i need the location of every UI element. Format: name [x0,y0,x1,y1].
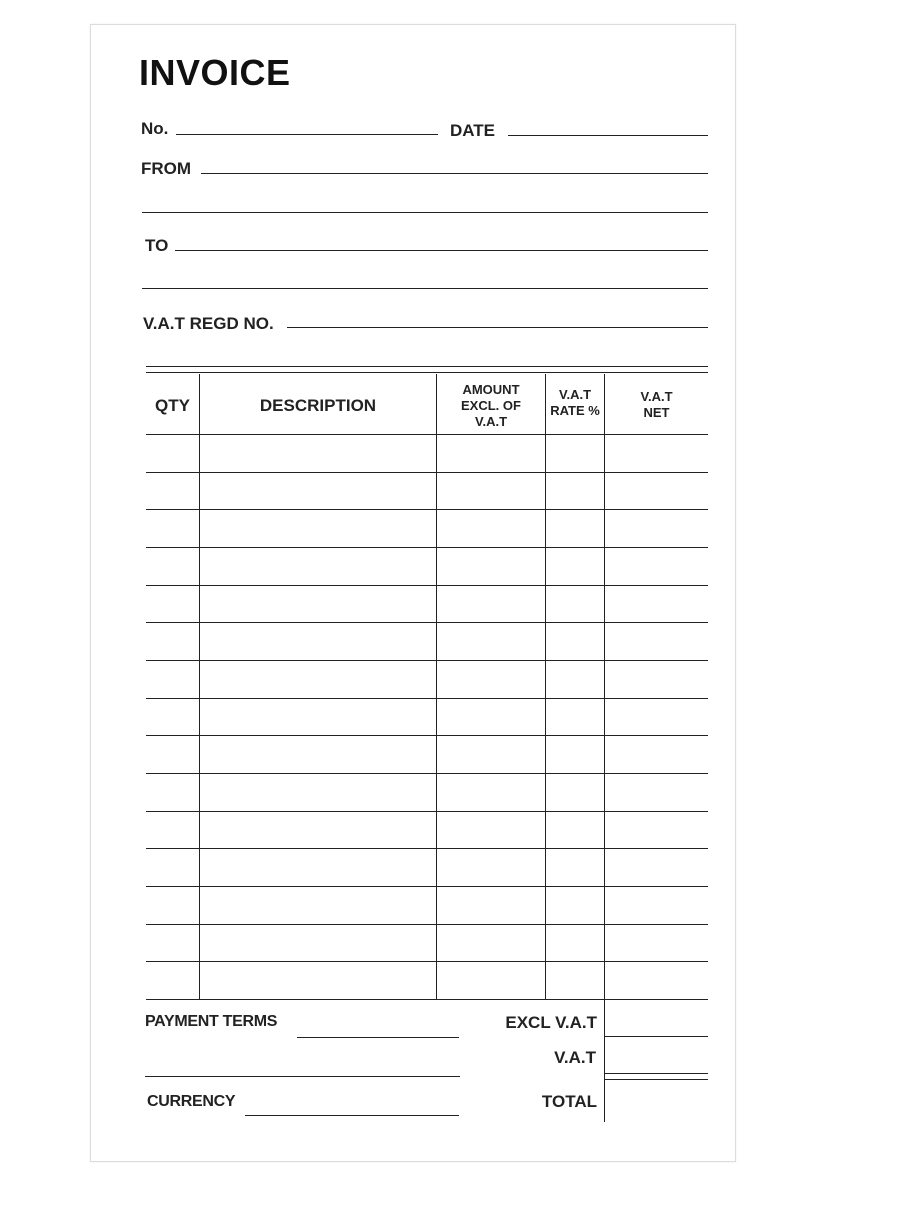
invoice-title: INVOICE [139,52,291,93]
payment-terms-label: PAYMENT TERMS [145,1013,278,1030]
table-row[interactable] [146,735,708,736]
vat-regd-field-line-2[interactable] [146,366,708,367]
excl-vat-total-field[interactable] [605,1036,708,1037]
header-vat-rate [546,387,604,419]
no-field[interactable] [176,134,438,135]
header-amount-line-3: V.A.T [474,414,508,429]
header-net-line-1: V.A.T [640,389,673,404]
invoice-sheet [90,24,736,1162]
from-field-line-2[interactable] [142,212,708,213]
total-label: TOTAL [541,1092,597,1111]
vat-label: V.A.T [554,1048,596,1067]
header-amount-line-2: EXCL. OF [461,398,521,413]
table-row[interactable] [146,472,708,473]
total-double-rule [605,1079,708,1080]
header-bottom-rule [146,434,708,435]
header-description: DESCRIPTION [259,396,377,415]
currency-label: CURRENCY [147,1093,236,1110]
col-divider-amount [545,374,546,1000]
to-field-line-2[interactable] [142,288,708,289]
header-vat-net [605,389,708,421]
col-divider-qty [199,374,200,1000]
table-row[interactable] [146,698,708,699]
table-row[interactable] [146,924,708,925]
excl-vat-label: EXCL V.A.T [505,1013,597,1032]
table-row[interactable] [146,848,708,849]
table-top-rule [146,372,708,373]
currency-field[interactable] [245,1115,459,1116]
header-rate-line-1: V.A.T [558,387,592,402]
header-rate-line-2: RATE % [550,403,600,418]
table-row[interactable] [146,622,708,623]
vat-regd-field[interactable] [287,327,708,328]
date-field[interactable] [508,135,708,136]
header-amount-line-1: AMOUNT [462,382,520,397]
no-label: No. [141,119,169,138]
payment-terms-field[interactable] [297,1037,459,1038]
vat-regd-label: V.A.T REGD NO. [143,314,274,333]
from-field-line-1[interactable] [201,173,708,174]
vat-total-field[interactable] [605,1073,708,1074]
table-row[interactable] [146,811,708,812]
table-row[interactable] [146,773,708,774]
date-label: DATE [450,121,496,140]
to-label: TO [145,236,169,255]
table-row[interactable] [146,660,708,661]
table-row[interactable] [146,547,708,548]
table-row[interactable] [146,961,708,962]
col-divider-description [436,374,437,1000]
table-row[interactable] [146,999,708,1000]
payment-terms-field-line-2[interactable] [145,1076,460,1077]
header-net-line-2: NET [643,405,670,420]
table-row[interactable] [146,886,708,887]
table-row[interactable] [146,585,708,586]
header-amount-excl-vat [437,382,545,430]
to-field-line-1[interactable] [175,250,708,251]
table-row[interactable] [146,509,708,510]
col-divider-rate [604,374,605,1122]
from-label: FROM [141,159,192,178]
header-qty: QTY [155,396,190,415]
